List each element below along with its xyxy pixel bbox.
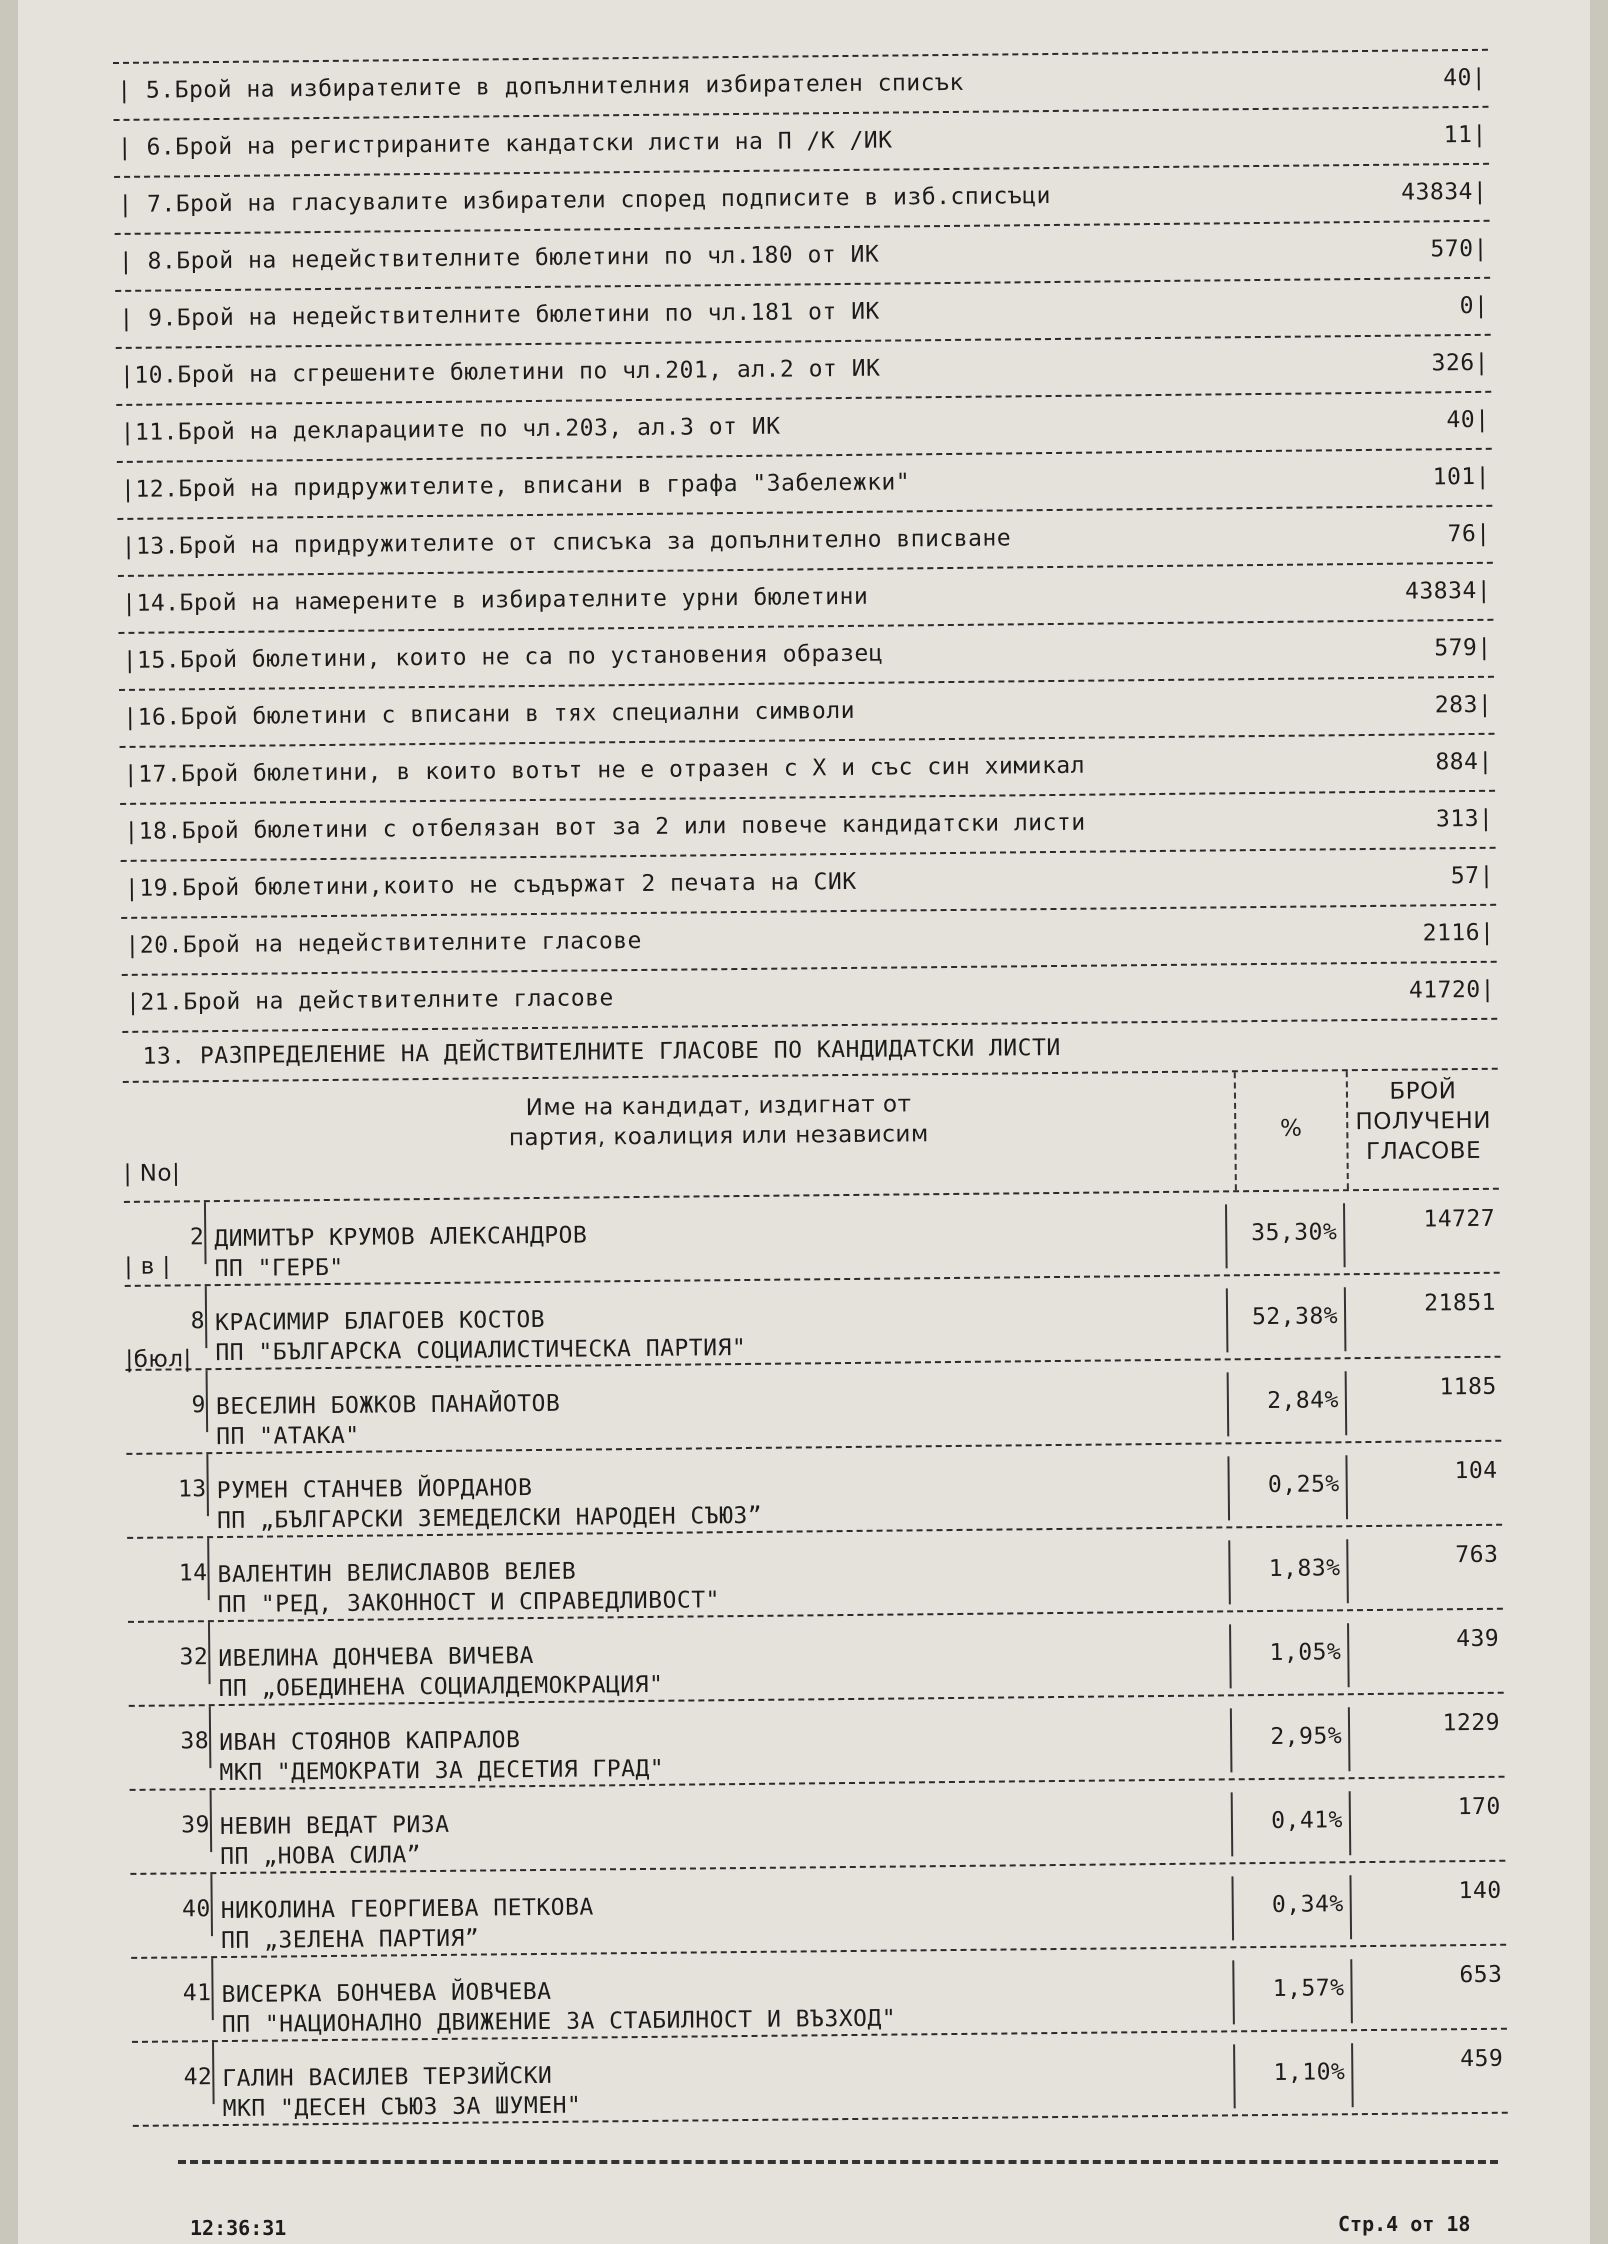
stat-label: | 6.Брой на регистрираните кандатски листи на П /К /ИК <box>117 127 893 161</box>
candidate-name: ДИМИТЪР КРУМОВ АЛЕКСАНДРОВ <box>214 1222 588 1253</box>
stat-value: 41720| <box>1408 976 1496 1004</box>
ballot-number: 13 <box>177 1476 207 1503</box>
stat-label: |18.Брой бюлетини с отбелязан вот за 2 или повече кандидатски листи <box>124 809 1086 845</box>
candidate-party: ПП "ГЕРБ" <box>214 1254 344 1283</box>
stat-value: 326| <box>1431 349 1490 377</box>
stat-label: | 8.Брой на недействителните бюлетини по чл.180 от ИК <box>118 241 880 275</box>
stat-value: 283| <box>1434 691 1493 719</box>
candidate-name: КРАСИМИР БЛАГОЕВ КОСТОВ <box>214 1306 546 1337</box>
candidate-votes: 459 <box>1460 2045 1504 2073</box>
candidate-cell <box>205 1276 1227 1367</box>
candidate-name: НЕВИН ВЕДАТ РИЗА <box>219 1811 450 1841</box>
candidate-votes: 14727 <box>1423 1205 1496 1233</box>
stat-label: |14.Брой на намерените в избирателните урни бюлетини <box>122 583 869 617</box>
candidate-row <box>126 1442 1502 1537</box>
candidate-row <box>130 1778 1506 1873</box>
stat-value: 43834| <box>1404 577 1492 605</box>
section-title: 13. РАЗПРЕДЕЛЕНИЕ НА ДЕЙСТВИТЕЛНИТЕ ГЛАСОВЕ ПО КАНДИДАТСКИ ЛИСТИ <box>142 1034 1061 1070</box>
candidate-percent: 0,41% <box>1231 1791 1352 1856</box>
header-votes-column: БРОЙ ПОЛУЧЕНИ ГЛАСОВЕ <box>1355 1078 1492 1166</box>
candidate-votes: 763 <box>1455 1541 1499 1569</box>
candidate-cell <box>212 2032 1234 2123</box>
stat-value: 2116| <box>1422 919 1495 947</box>
candidate-percent: 2,95% <box>1230 1707 1351 1772</box>
stat-label: | 9.Брой на недействителните бюлетини по чл.181 от ИК <box>119 298 880 332</box>
candidate-party: ПП „НОВА СИЛА” <box>220 1842 422 1871</box>
stat-value: 40| <box>1443 64 1487 92</box>
candidate-row <box>132 2030 1508 2125</box>
candidate-cell <box>208 1612 1230 1703</box>
stat-value: 570| <box>1430 235 1488 263</box>
ballot-number: 8 <box>190 1308 206 1335</box>
candidate-percent: 0,34% <box>1231 1875 1352 1940</box>
candidate-party: ПП „БЪЛГАРСКИ ЗЕМЕДЕЛСКИ НАРОДЕН СЪЮЗ” <box>216 1502 763 1535</box>
candidate-party: ПП "БЪЛГАРСКА СОЦИАЛИСТИЧЕСКА ПАРТИЯ" <box>215 1334 747 1367</box>
stat-label: |12.Брой на придружителите, вписани в графа "Забележки" <box>120 469 911 503</box>
header-name-column: Име на кандидат, издигнат от партия, коалиция или независим <box>508 1091 929 1152</box>
candidate-name: ВИСЕРКА БОНЧЕВА ЙОВЧЕВА <box>221 1978 552 2009</box>
candidate-cell <box>206 1444 1228 1535</box>
candidate-cell <box>206 1360 1228 1451</box>
candidate-name: ИВАН СТОЯНОВ КАПРАЛОВ <box>219 1727 521 1757</box>
candidate-cell <box>204 1192 1226 1283</box>
ballot-number: 40 <box>181 1896 211 1923</box>
ballot-number: 32 <box>179 1644 209 1671</box>
candidate-cell <box>211 1948 1233 2039</box>
stat-value: 579| <box>1434 634 1492 662</box>
candidate-votes: 653 <box>1459 1961 1503 1989</box>
stat-value: 40| <box>1446 406 1490 434</box>
stat-value: 11| <box>1443 121 1487 149</box>
stat-label: |20.Брой на недействителните гласове <box>125 927 643 959</box>
stat-value: 884| <box>1435 748 1493 776</box>
candidate-party: ПП "НАЦИОНАЛНО ДВИЖЕНИЕ ЗА СТАБИЛНОСТ И ВЪЗХОД" <box>221 2005 897 2039</box>
page-number: Стр.4 от 18 <box>1338 2212 1471 2236</box>
candidate-list <box>124 1190 1508 2127</box>
candidate-row <box>131 1946 1507 2041</box>
ballot-number: 9 <box>191 1392 207 1419</box>
candidate-row <box>126 1358 1502 1453</box>
candidate-party: ПП "РЕД, ЗАКОННОСТ И СПРАВЕДЛИВОСТ" <box>217 1587 721 1619</box>
stat-label: |15.Брой бюлетини, които не са по установения образец <box>122 640 884 674</box>
ballot-number: 2 <box>189 1224 205 1251</box>
candidate-row <box>124 1190 1500 1285</box>
header-percent-column: % <box>1234 1071 1349 1190</box>
candidate-party: ПП "АТАКА" <box>216 1422 360 1451</box>
candidate-percent: 1,57% <box>1232 1959 1353 2024</box>
statistics-list <box>113 49 1497 1031</box>
stat-value: 76| <box>1447 520 1491 548</box>
ballot-number: 38 <box>180 1728 210 1755</box>
paper-sheet <box>18 0 1590 2244</box>
candidate-votes: 140 <box>1458 1877 1502 1905</box>
candidate-votes: 1229 <box>1442 1709 1501 1737</box>
candidate-party: МКП "ДЕСЕН СЪЮЗ ЗА ШУМЕН" <box>222 2092 582 2123</box>
stat-label: |13.Брой на придружителите от списъка за допълнително вписване <box>121 525 1012 560</box>
candidate-percent: 52,38% <box>1226 1287 1347 1352</box>
ballot-number: 42 <box>183 2064 213 2091</box>
candidate-votes: 104 <box>1454 1457 1498 1485</box>
candidate-name: РУМЕН СТАНЧЕВ ЙОРДАНОВ <box>216 1475 533 1505</box>
candidate-name: ВЕСЕЛИН БОЖКОВ ПАНАЙОТОВ <box>215 1390 561 1421</box>
ballot-number: 39 <box>181 1812 211 1839</box>
candidate-percent: 2,84% <box>1227 1371 1348 1436</box>
print-time: 12:36:31 <box>190 2216 287 2240</box>
candidate-name: ГАЛИН ВАСИЛЕВ ТЕРЗИЙСКИ <box>222 2062 553 2093</box>
candidate-name: НИКОЛИНА ГЕОРГИЕВА ПЕТКОВА <box>220 1894 594 1925</box>
stat-value: 0| <box>1459 292 1489 320</box>
header-number-column: | No| | в | |бюл| <box>123 1160 192 1373</box>
candidate-votes: 21851 <box>1424 1289 1497 1317</box>
stat-value: 57| <box>1450 862 1494 890</box>
candidate-row <box>127 1526 1503 1621</box>
stat-label: |19.Брой бюлетини,които не съдържат 2 печата на СИК <box>124 868 857 902</box>
candidate-votes: 170 <box>1457 1793 1501 1821</box>
candidate-percent: 1,10% <box>1233 2043 1354 2108</box>
stat-label: |16.Брой бюлетини с вписани в тях специални символи <box>123 697 856 731</box>
stat-label: |21.Брой на действителните гласове <box>125 985 614 1016</box>
candidate-row <box>130 1862 1506 1957</box>
candidate-party: МКП "ДЕМОКРАТИ ЗА ДЕСЕТИЯ ГРАД" <box>219 1755 665 1787</box>
candidate-row <box>125 1274 1501 1369</box>
stat-label: |10.Брой на сгрешените бюлетини по чл.201, ал.2 от ИК <box>119 355 881 389</box>
candidate-cell <box>207 1528 1229 1619</box>
ballot-number: 41 <box>182 1980 212 2007</box>
stat-label: | 5.Брой на избирателите в допълнителния избирателен списък <box>117 69 964 104</box>
candidate-percent: 1,05% <box>1229 1623 1350 1688</box>
candidate-party: ПП „ЗЕЛЕНА ПАРТИЯ” <box>220 1925 480 1955</box>
candidate-percent: 0,25% <box>1227 1455 1348 1520</box>
stat-label: |11.Брой на декларациите по чл.203, ал.3 от ИК <box>120 413 781 446</box>
ballot-number: 14 <box>178 1560 208 1587</box>
candidate-cell <box>210 1780 1232 1871</box>
candidate-row <box>128 1610 1504 1705</box>
candidate-cell <box>209 1696 1231 1787</box>
candidate-name: ВАЛЕНТИН ВЕЛИСЛАВОВ ВЕЛЕВ <box>217 1558 577 1589</box>
protocol-document <box>113 49 1508 2127</box>
stat-value: 101| <box>1432 463 1491 491</box>
candidate-votes: 1185 <box>1439 1373 1497 1401</box>
candidate-percent: 1,83% <box>1228 1539 1349 1604</box>
stat-label: | 7.Брой на гласувалите избиратели според подписите в изб.списъци <box>118 183 1052 218</box>
candidate-votes: 439 <box>1456 1625 1500 1653</box>
candidate-name: ИВЕЛИНА ДОНЧЕВА ВИЧЕВА <box>218 1643 535 1673</box>
stat-value: 43834| <box>1401 178 1488 206</box>
stat-label: |17.Брой бюлетини, в които вотът не е отразен с Х и със син химикал <box>123 752 1086 788</box>
candidate-party: ПП „ОБЕДИНЕНА СОЦИАЛДЕМОКРАЦИЯ" <box>218 1671 664 1703</box>
stat-value: 313| <box>1435 805 1494 833</box>
candidate-cell <box>210 1864 1232 1955</box>
candidate-percent: 35,30% <box>1225 1203 1346 1268</box>
candidate-row <box>129 1694 1505 1789</box>
